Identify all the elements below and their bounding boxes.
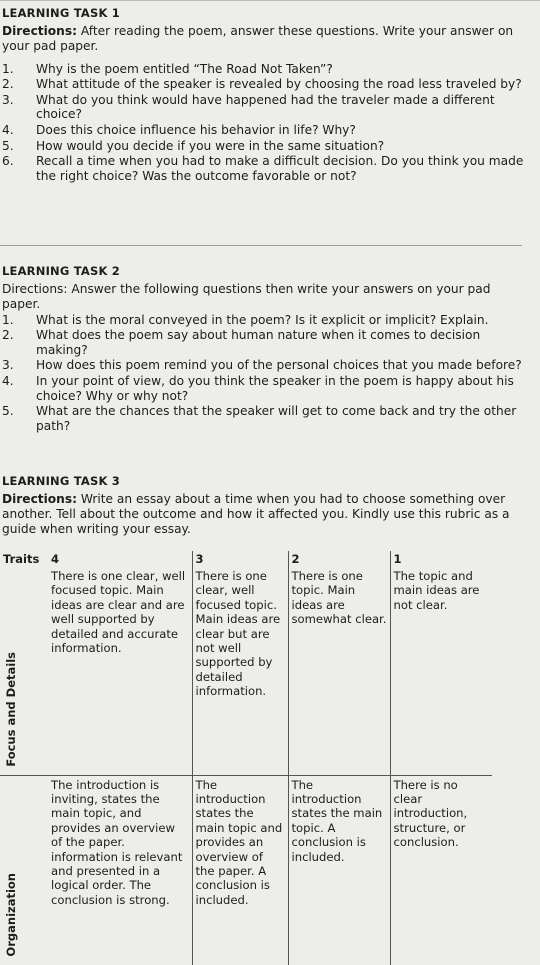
directions-text: Write an essay about a time when you had to choose something over another. Tell about the outcome and how it affected you. Kindly use this rubric as a guide when writing your essay. [2, 492, 510, 536]
directions-label: Directions: [2, 492, 77, 506]
rubric-cell: There is one clear, well focused topic. Main ideas are clear but are not well supported by detailed information. [192, 567, 288, 775]
header-score-4: 4 [51, 552, 60, 566]
rubric-cell: The introduction states the main topic. A conclusion is included. [288, 775, 390, 965]
rubric-row-organization [0, 775, 492, 965]
directions-text: After reading the poem, answer these questions. Write your answer on your pad paper. [2, 24, 514, 53]
rubric-row-focus [0, 567, 492, 775]
question-item: 1. What is the moral conveyed in the poem? Is it explicit or implicit? Explain. [2, 312, 489, 327]
trait-cell [0, 567, 48, 775]
task-2-questions [2, 313, 530, 434]
question-item: 2. What does the poem say about human nature when it comes to decision making? [2, 328, 481, 357]
trait-label: Focus and Details [4, 651, 18, 767]
learning-task-2 [0, 264, 530, 434]
rubric-cell: The introduction is inviting, states the main topic, and provides an overview of the paper. information is relevant and presented in a logical order. The conclusion is strong. [51, 777, 183, 907]
essay-rubric-table [0, 551, 492, 965]
question-item: 5. How would you decide if you were in the same situation? [2, 138, 385, 153]
rubric-cell: The topic and main ideas are not clear. [390, 567, 492, 775]
task-2-directions: Directions: Answer the following questions then write your answers on your pad paper. [2, 282, 491, 311]
task-3-title: LEARNING TASK 3 [2, 474, 120, 488]
question-item: 4. In your point of view, do you think the speaker in the poem is happy about his choice? Why or why not? [2, 373, 514, 403]
question-item: 3. How does this poem remind you of the personal choices that you made before? [2, 358, 522, 373]
question-item: 1. Why is the poem entitled “The Road Not Taken”? [2, 61, 333, 76]
task-1-directions [2, 24, 530, 54]
header-score-2: 2 [288, 551, 390, 567]
learning-task-3 [0, 474, 530, 541]
rubric-header-row [0, 551, 492, 567]
task-1-questions [2, 62, 530, 184]
task-2-title: LEARNING TASK 2 [2, 264, 120, 278]
header-traits: Traits [3, 552, 40, 566]
learning-task-1 [0, 6, 530, 184]
rubric-cell: There is no clear introduction, structure, or conclusion. [390, 775, 492, 965]
question-item: 4. Does this choice influence his behavior in life? Why? [2, 122, 356, 137]
directions-label: Directions: [2, 24, 77, 38]
trait-cell [0, 775, 48, 965]
task-1-title: LEARNING TASK 1 [2, 6, 120, 20]
question-item: 2. What attitude of the speaker is revealed by choosing the road less traveled by? [2, 77, 522, 92]
rubric-cell: The introduction states the main topic and provides an overview of the paper. A conclusion is included. [192, 775, 288, 965]
question-item: 5. What are the chances that the speaker will get to come back and try the other path? [2, 404, 517, 433]
section-divider [0, 245, 522, 246]
header-score-3: 3 [192, 551, 288, 567]
rubric-cell: There is one clear, well focused topic. Main ideas are clear and are well supported by detailed and accurate information. [48, 567, 192, 775]
trait-label: Organization [4, 873, 18, 957]
rubric-cell: There is one topic. Main ideas are somewhat clear. [288, 567, 390, 775]
question-item: 3. What do you think would have happened had the traveler made a different choice? [2, 92, 495, 122]
question-item: 6. Recall a time when you had to make a difficult decision. Do you think you made the right choice? Was the outcome favorable or not? [2, 154, 524, 183]
task-3-directions [2, 492, 530, 536]
header-score-1: 1 [390, 551, 492, 567]
